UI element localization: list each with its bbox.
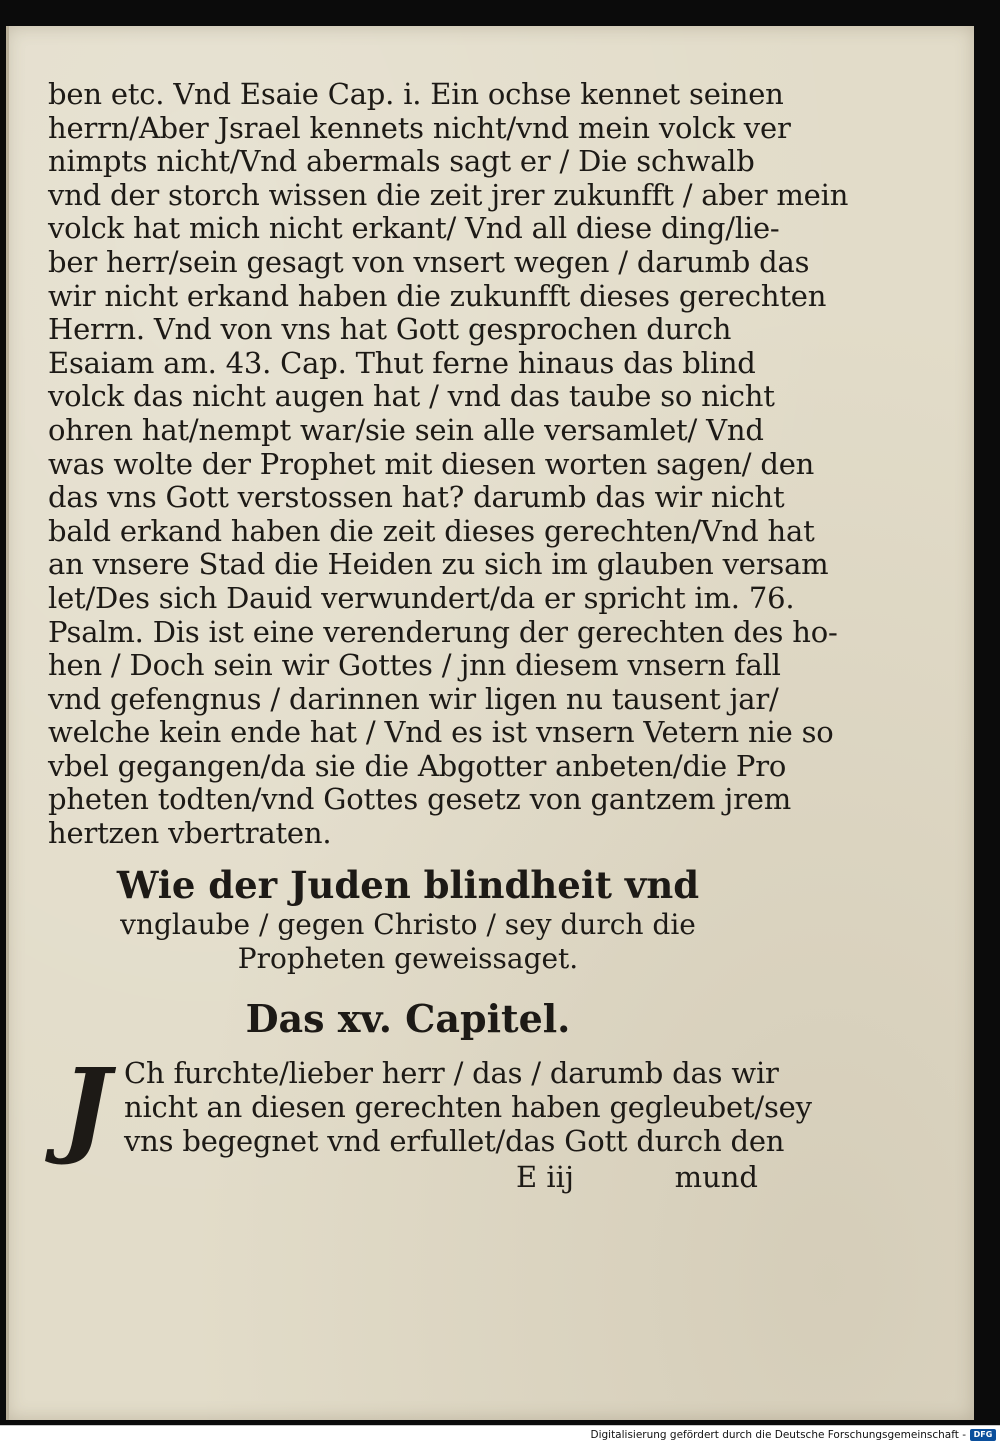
text-line: wir nicht erkand haben die zukunfft dieses gerechten [48, 278, 827, 313]
text-line: vnd gefengnus / darinnen wir ligen nu tausent jar/ [48, 681, 779, 716]
body-text [48, 77, 849, 851]
text-line: Psalm. Dis ist eine verenderung der gerechten des ho- [48, 614, 838, 649]
page-foot [516, 1160, 766, 1194]
text-line: nimpts nicht/Vnd abermals sagt er / Die schwalb [48, 144, 755, 179]
text-line: Esaiam am. 43. Cap. Thut ferne hinaus das blind [48, 345, 756, 380]
text-line: hertzen vbertraten. [48, 816, 332, 851]
text-line: an vnsere Stad die Heiden zu sich im glauben versam [48, 547, 829, 582]
text-line: was wolte der Prophet mit diesen worten sagen/ den [48, 446, 815, 481]
text-line: herrn/Aber Jsrael kennets nicht/vnd mein volck ver [48, 110, 791, 145]
text-line: vns begegnet vnd erfullet/das Gott durch den [124, 1124, 785, 1158]
text-line: let/Des sich Dauid verwundert/da er spricht im. 76. [48, 580, 795, 615]
text-line: ber herr/sein gesagt von vnsert wegen / darumb das [48, 244, 810, 279]
text-line: bald erkand haben die zeit dieses gerechten/Vnd hat [48, 513, 815, 548]
text-line: ben etc. Vnd Esaie Cap. i. Ein ochse kennet seinen [48, 77, 784, 111]
text-line: Ch furchte/lieber herr / das / darumb das wir [124, 1056, 779, 1090]
funding-credit: Digitalisierung gefördert durch die Deutsche Forschungsgemeinschaft - [590, 1429, 966, 1441]
decorated-initial: J [61, 1045, 111, 1168]
text-line: volck das nicht augen hat / vnd das taube so nicht [48, 379, 775, 414]
text-line: volck hat mich nicht erkant/ Vnd all diese ding/lie- [48, 211, 780, 246]
text-line: ohren hat/nempt war/sie sein alle versamlet/ Vnd [48, 412, 764, 447]
heading-line-2: vnglaube / gegen Christo / sey durch die [120, 908, 696, 941]
text-line: vbel gegangen/da sie die Abgotter anbeten/die Pro [48, 748, 787, 783]
section-heading [48, 862, 768, 976]
text-line: Herrn. Vnd von vns hat Gott gesprochen durch [48, 312, 732, 347]
page-edge [6, 26, 9, 1420]
chapter-title: Das xv. Capitel. [245, 996, 571, 1041]
heading-line-1: Wie der Juden blindheit vnd [116, 863, 700, 907]
footer-bar [0, 1425, 1000, 1445]
text-line: nicht an diesen gerechten haben gegleubet/sey [124, 1090, 812, 1124]
dfg-logo-icon: DFG [970, 1429, 996, 1441]
text-line: hen / Doch sein wir Gottes / jnn diesem vnsern fall [48, 648, 781, 683]
catchword: mund [674, 1160, 758, 1194]
heading-line-3: Propheten geweissaget. [237, 942, 579, 975]
text-line: welche kein ende hat / Vnd es ist vnsern Vetern nie so [48, 715, 834, 750]
text-line: das vns Gott verstossen hat? darumb das wir nicht [48, 480, 785, 515]
chapter-text [124, 1056, 812, 1158]
text-line: vnd der storch wissen die zeit jrer zukunfft / aber mein [48, 177, 849, 212]
text-line: pheten todten/vnd Gottes gesetz von gantzem jrem [48, 782, 792, 817]
signature-mark: E iij [516, 1160, 574, 1194]
